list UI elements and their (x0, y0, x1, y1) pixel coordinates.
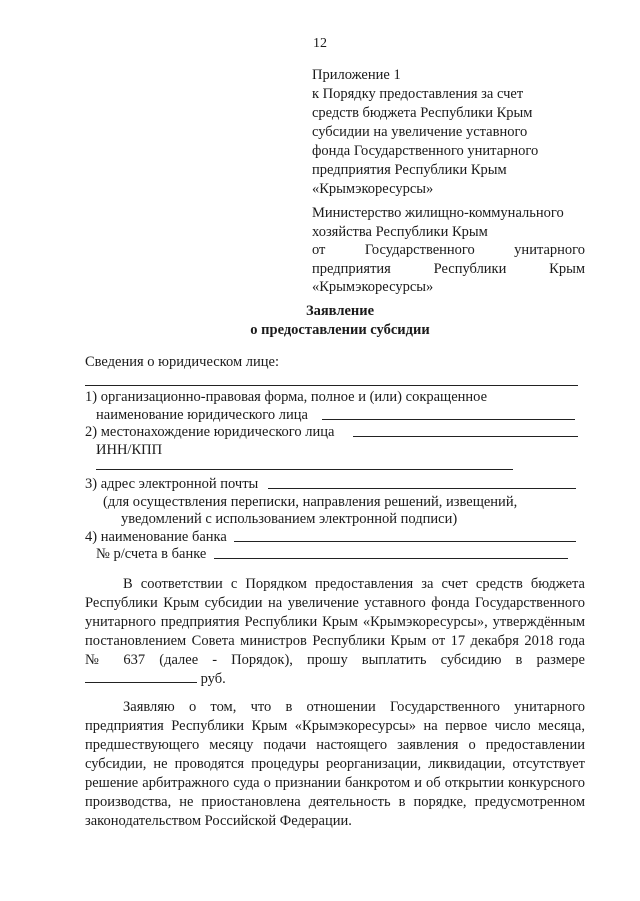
currency-suffix: руб. (200, 671, 226, 687)
request-paragraph (85, 575, 585, 689)
document-title: Заявление (305, 303, 375, 319)
addressee-line: хозяйства Республики Крым (312, 223, 488, 240)
appendix-line: фонда Государственного унитарного (312, 143, 539, 159)
addressee-line: Министерство жилищно-коммунального (312, 205, 564, 221)
appendix-line: субсидии на увеличение уставного (312, 124, 528, 140)
form-intro: Сведения о юридическом лице: (85, 354, 279, 370)
page-number: 12 (313, 36, 327, 51)
subsidy-amount-blank[interactable] (85, 670, 197, 683)
request-text: В соответствии с Порядком предоставления за счет средств бюджета Республики Крым субсидии на увеличение уставного фонда Государственного унитарного предприятия Республики Крым «Крымэкоресурсы», утверждённым постановлением Совета министров Республики Крым от 17 декабря 2018 года № 637 (далее - Порядок), прошу выплатить субсидию в размере (85, 576, 585, 668)
addressee-block (312, 204, 585, 297)
addressee-line: «Крымэкоресурсы» (312, 279, 434, 295)
document-subtitle: о предоставлении субсидии (250, 322, 430, 338)
blank-line-entity-info[interactable] (85, 385, 578, 386)
form-item-4-label: 4) наименование банка (85, 529, 227, 545)
form-account-label: № р/счета в банке (96, 546, 207, 562)
form-item-3-note: (для осуществления переписки, направления решений, извещений, (103, 494, 518, 510)
appendix-line: «Крымэкоресурсы» (312, 181, 434, 197)
appendix-line: предприятия Республики Крым (312, 162, 507, 178)
addressee-line: предприятия Республики Крым (312, 260, 585, 277)
appendix-line: к Порядку предоставления за счет (312, 86, 524, 102)
form-inn-label: ИНН/КПП (96, 442, 163, 458)
blank-line-address[interactable] (353, 436, 578, 437)
appendix-header (312, 66, 590, 199)
blank-line-email[interactable] (268, 488, 576, 489)
form-item-3-note-cont: уведомлений с использованием электронной подписи) (121, 511, 458, 527)
declaration-text: Заявляю о том, что в отношении Государственного унитарного предприятия Республики Крым «Крымэкоресурсы» на первое число месяца, предшествующего месяцу подачи настоящего заявления о предоставлении субсидии, не проводятся процедуры реорганизации, ликвидации, отсутствует решение арбитражного суда о признании банкротом и об открытии конкурсного производства, не приостановлена деятельность в порядке, предусмотренном законодательством Российской Федерации. (85, 699, 585, 829)
blank-line-inn[interactable] (96, 469, 513, 470)
form-item-2-label: 2) местонахождение юридического лица (85, 424, 335, 440)
appendix-line: средств бюджета Республики Крым (312, 105, 533, 121)
appendix-line: Приложение 1 (312, 67, 401, 83)
blank-line-bank[interactable] (234, 541, 576, 542)
blank-line-account[interactable] (214, 558, 568, 559)
declaration-paragraph (85, 698, 585, 831)
form-item-1-label: 1) организационно-правовая форма, полное и (или) сокращенное (85, 389, 488, 405)
form-item-3-label: 3) адрес электронной почты (85, 476, 259, 492)
blank-line-entity-name[interactable] (322, 419, 575, 420)
form-item-1-label-cont: наименование юридического лица (96, 407, 308, 423)
addressee-line: от Государственного унитарного (312, 242, 585, 258)
